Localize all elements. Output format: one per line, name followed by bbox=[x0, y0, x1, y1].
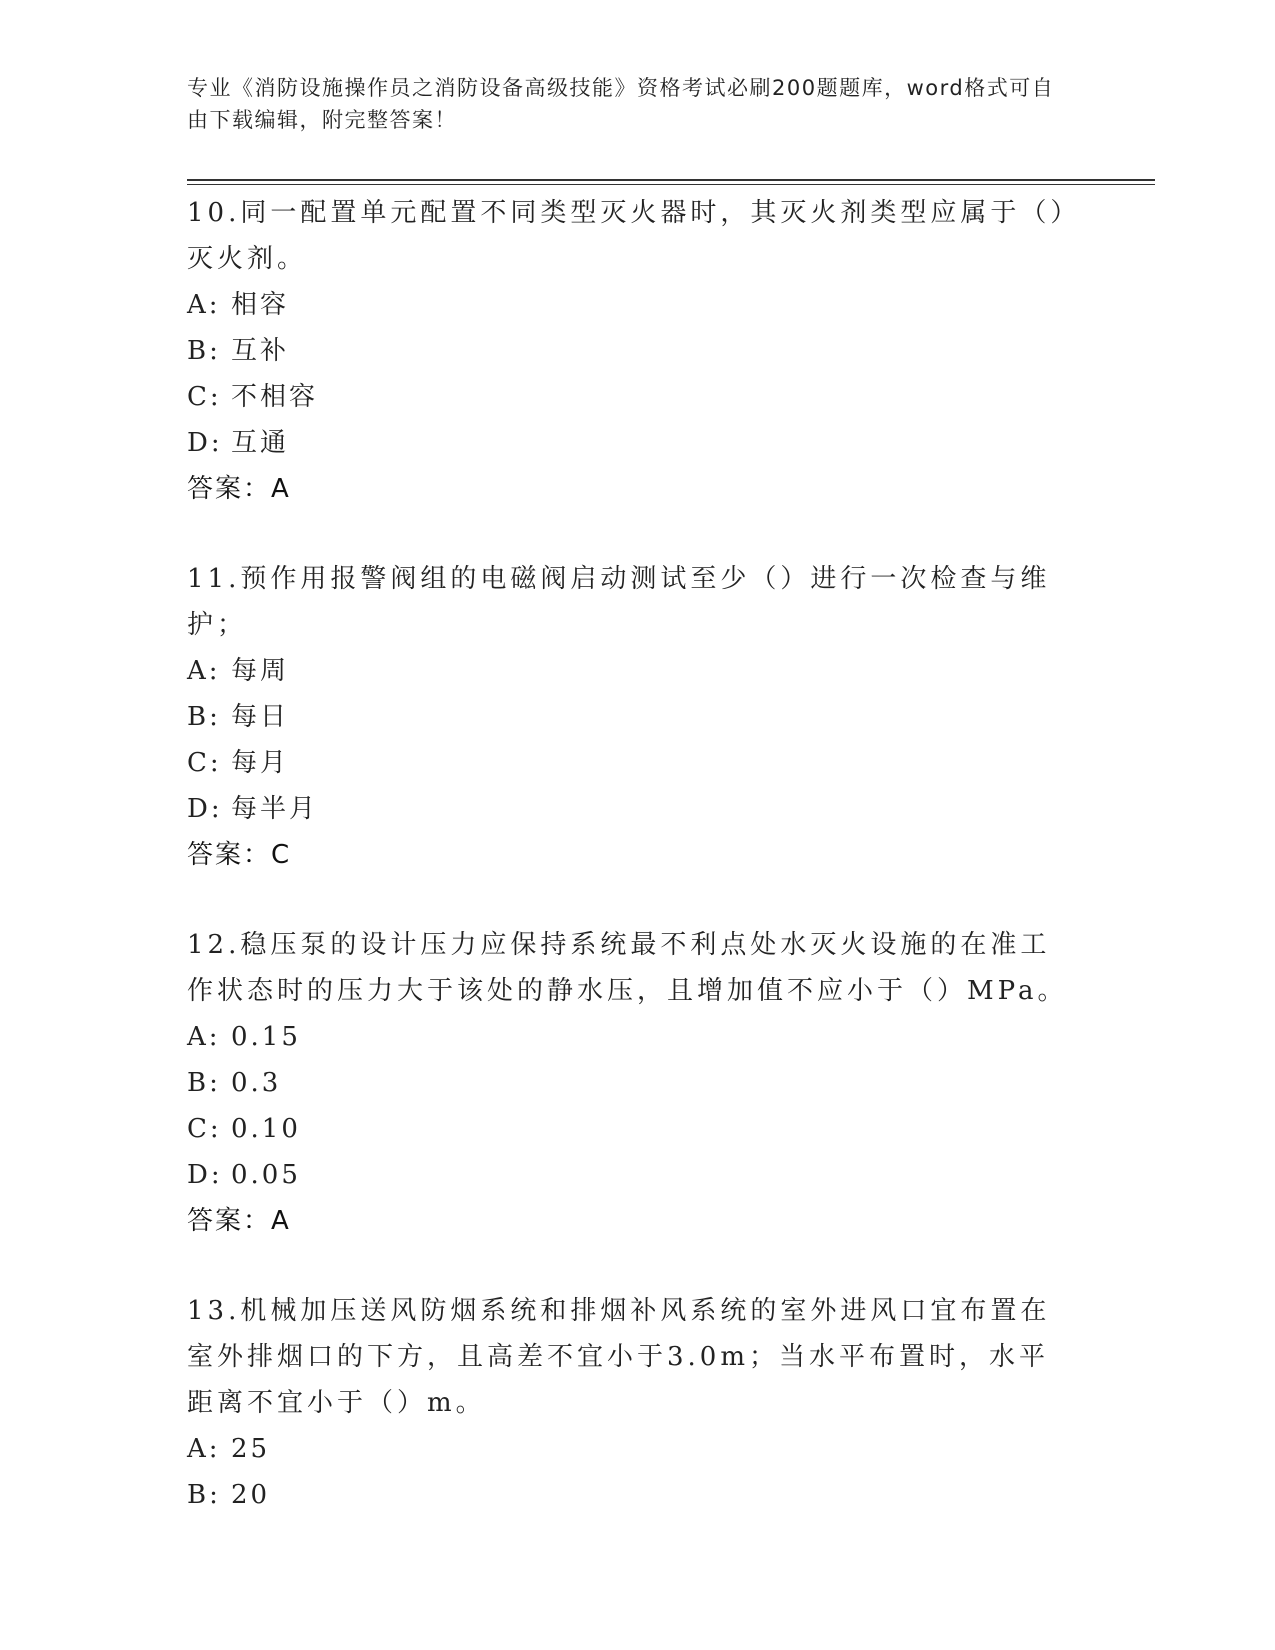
option-a bbox=[187, 648, 1077, 694]
option-text: 0.15 bbox=[231, 1022, 301, 1052]
option-letter: B: bbox=[187, 1480, 221, 1510]
option-c bbox=[187, 1106, 1077, 1152]
document-header: 专业《消防设施操作员之消防设备高级技能》资格考试必刷200题题库，word格式可自由下载编辑，附完整答案！ bbox=[187, 76, 1055, 132]
option-letter: B: bbox=[187, 1068, 221, 1098]
option-letter: C: bbox=[187, 382, 222, 412]
option-c bbox=[187, 374, 1077, 420]
option-letter: A: bbox=[187, 1434, 221, 1464]
question-stem: 13.机械加压送风防烟系统和排烟补风系统的室外进风口宜布置在室外排烟口的下方，且高差不宜小于3.0m；当水平布置时，水平距离不宜小于（）m。 bbox=[187, 1296, 1051, 1418]
option-text: 互通 bbox=[231, 428, 290, 458]
option-text: 每半月 bbox=[231, 794, 319, 824]
option-text: 0.10 bbox=[231, 1114, 301, 1144]
question-stem: 11.预作用报警阀组的电磁阀启动测试至少（）进行一次检查与维护； bbox=[187, 564, 1051, 640]
option-letter: A: bbox=[187, 1022, 221, 1052]
option-text: 相容 bbox=[231, 290, 290, 320]
option-text: 每月 bbox=[231, 748, 290, 778]
option-letter: A: bbox=[187, 290, 221, 320]
answer-line: 答案：A bbox=[187, 1206, 291, 1236]
option-letter: C: bbox=[187, 1114, 222, 1144]
answer-line: 答案：A bbox=[187, 474, 291, 504]
option-d bbox=[187, 1152, 1077, 1198]
question-10 bbox=[187, 190, 1077, 512]
question-list bbox=[187, 190, 1077, 1518]
option-text: 25 bbox=[231, 1434, 271, 1464]
question-12 bbox=[187, 922, 1077, 1244]
option-b bbox=[187, 328, 1077, 374]
option-text: 互补 bbox=[231, 336, 290, 366]
option-text: 每周 bbox=[231, 656, 290, 686]
option-text: 0.3 bbox=[231, 1068, 282, 1098]
option-text: 每日 bbox=[231, 702, 290, 732]
option-letter: D: bbox=[187, 428, 223, 458]
option-a bbox=[187, 282, 1077, 328]
option-letter: B: bbox=[187, 336, 221, 366]
option-a bbox=[187, 1014, 1077, 1060]
option-a bbox=[187, 1426, 1077, 1472]
question-spacer bbox=[187, 1244, 1077, 1288]
question-spacer bbox=[187, 512, 1077, 556]
question-stem: 10.同一配置单元配置不同类型灭火器时，其灭火剂类型应属于（）灭火剂。 bbox=[187, 198, 1068, 274]
option-b bbox=[187, 1472, 1077, 1518]
option-b bbox=[187, 694, 1077, 740]
option-letter: D: bbox=[187, 794, 223, 824]
option-letter: B: bbox=[187, 702, 221, 732]
answer-line: 答案：C bbox=[187, 840, 292, 870]
question-13 bbox=[187, 1288, 1077, 1518]
header-divider-thin bbox=[187, 184, 1155, 185]
option-letter: C: bbox=[187, 748, 222, 778]
header-divider-thick bbox=[187, 179, 1155, 181]
option-c bbox=[187, 740, 1077, 786]
option-d bbox=[187, 420, 1077, 466]
option-text: 20 bbox=[231, 1480, 271, 1510]
option-b bbox=[187, 1060, 1077, 1106]
option-letter: A: bbox=[187, 656, 221, 686]
option-letter: D: bbox=[187, 1160, 223, 1190]
option-text: 0.05 bbox=[231, 1160, 301, 1190]
question-11 bbox=[187, 556, 1077, 878]
option-text: 不相容 bbox=[231, 382, 319, 412]
question-spacer bbox=[187, 878, 1077, 922]
question-stem: 12.稳压泵的设计压力应保持系统最不利点处水灭火设施的在准工作状态时的压力大于该处的静水压，且增加值不应小于（）MPa。 bbox=[187, 930, 1068, 1006]
option-d bbox=[187, 786, 1077, 832]
